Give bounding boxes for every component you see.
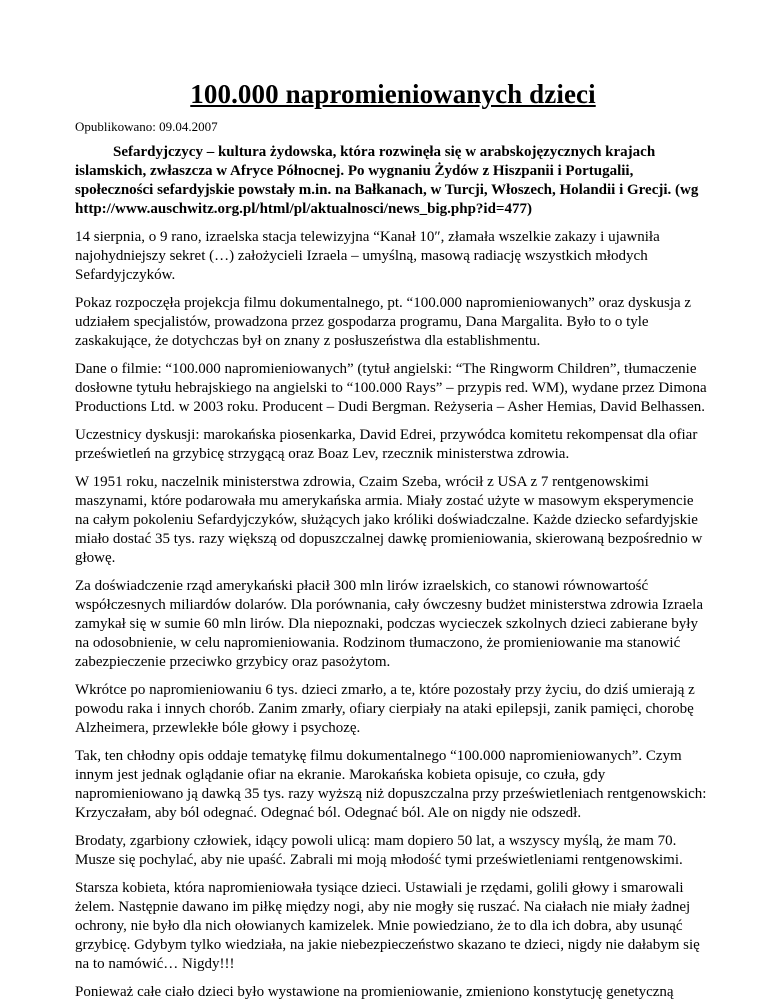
paragraph-9: Brodaty, zgarbiony człowiek, idący powoli ulicą: mam dopiero 50 lat, a wszyscy myślą, że mam 70. Musze się pochylać, aby nie upaść. Zabrali mi moją młodość tymi prześwietleniami rentgenowskimi. xyxy=(75,833,683,868)
paragraph-8: Tak, ten chłodny opis oddaje tematykę filmu dokumentalnego “100.000 napromieniowanych”. Czym innym jest jednak oglądanie ofiar na ekranie. Marokańska kobieta opisuje, co czuła, gdy napromieniowano ją dawką 35 tys. razy wyższą niż dopuszczalna przy prześwietleniach rentgenowskich: Krzyczałam, aby ból odegnać. Odegnać ból. Odegnać ból. Ale on nigdy nie odszedł. xyxy=(75,748,707,821)
article xyxy=(75,74,711,1002)
paragraph-11: Ponieważ całe ciało dzieci było wystawione na promieniowanie, zmieniono konstytucję genetyczną xyxy=(75,984,674,1000)
publication-date: Opublikowano: 09.04.2007 xyxy=(75,119,218,134)
article-lead: Sefardyjczycy – kultura żydowska, która rozwinęła się w arabskojęzycznych krajach islamskich, zwłaszcza w Afryce Północnej. Po wygnaniu Żydów z Hiszpanii i Portugalii, społeczności sefardyjskie powstały m.in. na Bałkanach, w Turcji, Włoszech, Holandii i Grecji. (wg http://www.auschwitz.org.pl/html/pl/aktualnosci/news_big.php?id=477) xyxy=(75,144,699,217)
paragraph-1: 14 sierpnia, o 9 rano, izraelska stacja telewizyjna “Kanał 10″, złamała wszelkie zakazy i ujawniła najohydniejszy sekret (…) założycieli Izraela – umyślną, masową radiację wszystkich młodych Sefardyjczyków. xyxy=(75,229,660,283)
paragraph-10: Starsza kobieta, która napromieniowała tysiące dzieci. Ustawiali je rzędami, golili głowy i smarowali żelem. Następnie dawano im piłkę między nogi, aby nie mogły się ruszać. Na ciałach nie miały żadnej ochrony, nie było dla nich ołowianych kamizelek. Mnie powiedziano, że to dla ich dobra, aby usunąć grzybicę. Gdybym tylko wiedziała, na jakie niebezpieczeństwo skazano te dzieci, nigdy nie dałabym się na to namówić… Nigdy!!! xyxy=(75,880,700,972)
paragraph-5: W 1951 roku, naczelnik ministerstwa zdrowia, Czaim Szeba, wrócił z USA z 7 rentgenowskimi maszynami, które podarowała mu amerykańska armia. Miały zostać użyte w masowym eksperymencie na całym pokoleniu Sefardyjczyków, służących jako króliki doświadczalne. Każde dziecko sefardyjskie miało dostać 35 tys. razy większą od dopuszczalnej dawkę promieniowania, skierowaną bezpośrednio w głowę. xyxy=(75,474,703,566)
paragraph-6: Za doświadczenie rząd amerykański płacił 300 mln lirów izraelskich, co stanowi równowartość współczesnych miliardów dolarów. Dla porównania, cały ówczesny budżet ministerstwa zdrowia Izraela zamykał się w sumie 60 mln lirów. Dla niepoznaki, podczas wycieczek szkolnych dzieci zabierane były na odosobnienie, w celu napromieniowania. Rodzinom tłumaczono, że promieniowanie ma stanowić zabezpieczenie przeciwko grzybicy oraz pasożytom. xyxy=(75,578,703,670)
paragraph-4: Uczestnicy dyskusji: marokańska piosenkarka, David Edrei, przywódca komitetu rekompensat dla ofiar prześwietleń na grzybicę strzygącą oraz Boaz Lev, rzecznik ministerstwa zdrowia. xyxy=(75,427,698,462)
paragraph-7: Wkrótce po napromieniowaniu 6 tys. dzieci zmarło, a te, które pozostały przy życiu, do dziś umierają z powodu raka i innych chorób. Zanim zmarły, ofiary cierpiały na ataki epilepsji, zanik pamięci, chorobę Alzheimera, przewlekłe bóle głowy i psychozę. xyxy=(75,682,695,736)
paragraph-2: Pokaz rozpoczęła projekcja filmu dokumentalnego, pt. “100.000 napromieniowanych” oraz dyskusja z udziałem specjalistów, prowadzona przez gospodarza programu, Dana Margalita. Było to o tyle zaskakujące, że dotychczas był on znany z posłuszeństwa dla establishmentu. xyxy=(75,295,692,349)
paragraph-3: Dane o filmie: “100.000 napromieniowanych” (tytuł angielski: “The Ringworm Children”, tłumaczenie dosłowne tytułu hebrajskiego na angielski to “100.000 Rays” – przypis red. WM), wydane przez Dimona Productions Ltd. w 2003 roku. Producent – Dudi Bergman. Reżyseria – Asher Hemias, David Belhassen. xyxy=(75,361,707,415)
article-title: 100.000 napromieniowanych dzieci xyxy=(190,79,596,109)
